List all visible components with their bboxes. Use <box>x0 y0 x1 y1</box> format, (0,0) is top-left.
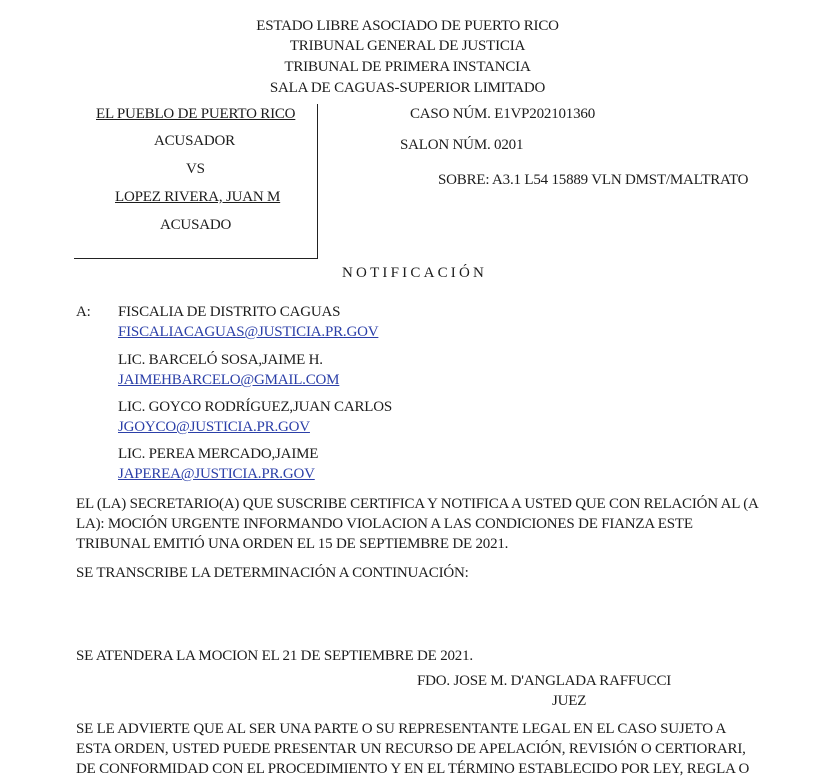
warning-line-3: DE CONFORMIDAD CON EL PROCEDIMIENTO Y EN EL TÉRMINO ESTABLECIDO POR LEY, REGLA O <box>76 761 750 777</box>
certification-line-3: TRIBUNAL EMITIÓ UNA ORDEN EL 15 DE SEPTIEMBRE DE 2021. <box>76 536 509 552</box>
notification-title: NOTIFICACIÓN <box>342 265 488 281</box>
recipient-email-link[interactable]: JAPEREA@JUSTICIA.PR.GOV <box>118 466 315 482</box>
recipient-name: LIC. PEREA MERCADO,JAIME <box>118 446 319 462</box>
warning-line-2: ESTA ORDEN, USTED PUEDE PRESENTAR UN RECURSO DE APELACIÓN, REVISIÓN O CERTIORARI, <box>76 741 746 757</box>
signature-line: FDO. JOSE M. D'ANGLADA RAFFUCCI <box>417 673 672 689</box>
certification-line-1: EL (LA) SECRETARIO(A) QUE SUSCRIBE CERTIFICA Y NOTIFICA A USTED QUE CON RELACIÓN AL (A <box>76 496 759 512</box>
header-line-3: TRIBUNAL DE PRIMERA INSTANCIA <box>284 59 531 75</box>
plaintiff-name: EL PUEBLO DE PUERTO RICO <box>96 106 296 122</box>
case-subject: SOBRE: A3.1 L54 15889 VLN DMST/MALTRATO <box>438 172 749 188</box>
parties-horizontal-divider <box>74 258 318 259</box>
recipients-label: A: <box>76 304 91 320</box>
warning-line-1: SE LE ADVIERTE QUE AL SER UNA PARTE O SU REPRESENTANTE LEGAL EN EL CASO SUJETO A <box>76 721 727 737</box>
recipient-name: FISCALIA DE DISTRITO CAGUAS <box>118 304 341 320</box>
recipient-email-link[interactable]: JAIMEHBARCELO@GMAIL.COM <box>118 372 340 388</box>
header-line-4: SALA DE CAGUAS-SUPERIOR LIMITADO <box>269 80 546 96</box>
parties-vertical-divider <box>317 104 318 259</box>
certification-line-2: LA): MOCIÓN URGENTE INFORMANDO VIOLACION A LAS CONDICIONES DE FIANZA ESTE <box>76 516 693 532</box>
room-number: SALON NÚM. 0201 <box>400 137 524 153</box>
recipient-email-link[interactable]: FISCALIACAGUAS@JUSTICIA.PR.GOV <box>118 324 379 340</box>
defendant-role: ACUSADO <box>160 217 232 233</box>
plaintiff-role: ACUSADOR <box>154 133 235 149</box>
versus-label: VS <box>186 161 205 177</box>
header-line-1: ESTADO LIBRE ASOCIADO DE PUERTO RICO <box>256 18 559 34</box>
recipient-name: LIC. BARCELÓ SOSA,JAIME H. <box>118 352 323 368</box>
header-line-2: TRIBUNAL GENERAL DE JUSTICIA <box>289 38 526 54</box>
case-number: CASO NÚM. E1VP202101360 <box>410 106 596 122</box>
recipient-name: LIC. GOYCO RODRÍGUEZ,JUAN CARLOS <box>118 399 393 415</box>
judge-title: JUEZ <box>552 693 587 709</box>
defendant-name: LOPEZ RIVERA, JUAN M <box>115 189 281 205</box>
determination-text: SE ATENDERA LA MOCION EL 21 DE SEPTIEMBRE DE 2021. <box>76 648 473 664</box>
transcribe-line: SE TRANSCRIBE LA DETERMINACIÓN A CONTINUACIÓN: <box>76 565 469 581</box>
recipient-email-link[interactable]: JGOYCO@JUSTICIA.PR.GOV <box>118 419 310 435</box>
